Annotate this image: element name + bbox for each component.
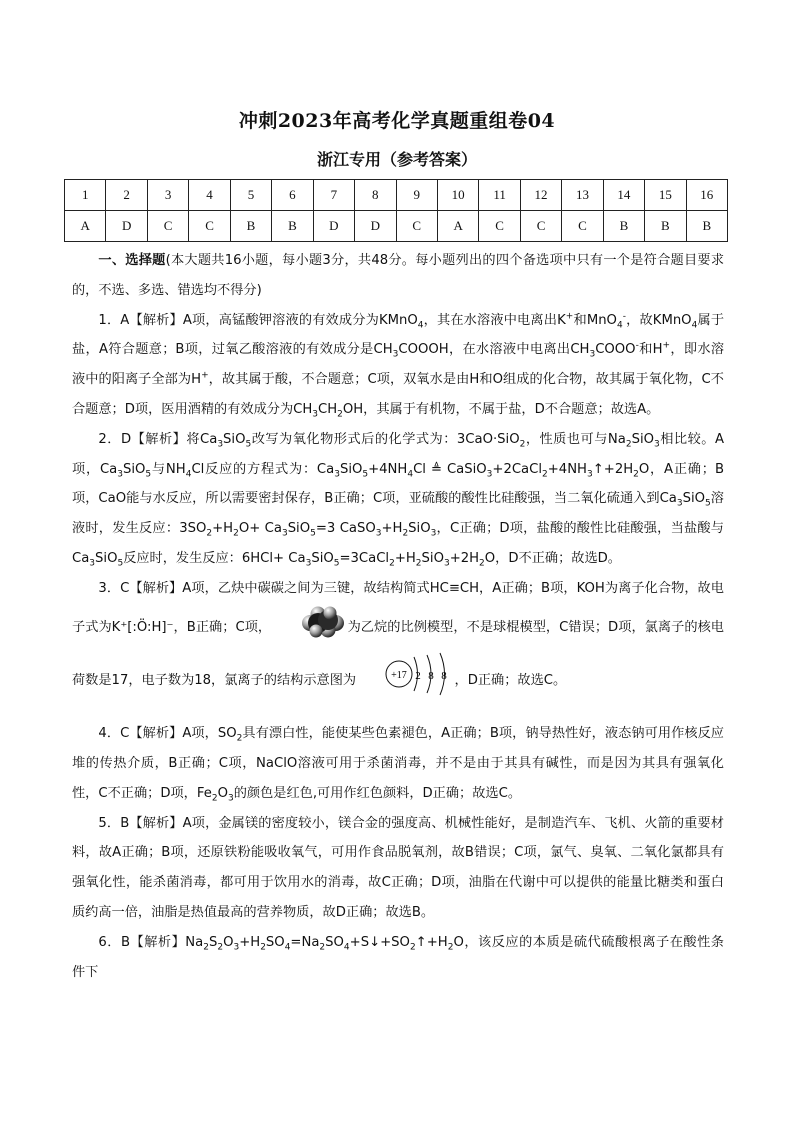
question-number: 2 [106,180,147,211]
electron-formula: K⁺[:Ö:H]⁻ [111,619,174,635]
question-number: 13 [562,180,603,211]
answer-cell: B [645,211,686,242]
question-number: 14 [603,180,644,211]
chloride-ion-structure-diagram [356,649,454,711]
answer-table [64,179,728,242]
answer-table-answer-row [65,211,728,242]
explanation-1: 1．A【解析】A项，高锰酸钾溶液的有效成分为KMnO$_4$，其在水溶液中电离出K+和MnO$_4$-，故KMnO$_4$属于盐，A符合题意；B项，过氧乙酸溶液的有效成分是$CH_3COOOH$，在水溶液中电离出$CH_3COOO^-$和H+，即水溶液中的阳离子全部为H+，故其属于酸，不合题意；C项，双氧水是由H和O组成的化合物，故其属于氧化物，C不合题意；D项，医用酒精的有效成分为$CH_3CH_2OH$，其属于有机物，不属于盐，D不合题意；故选A。 [72,311,725,420]
question-number: 6 [272,180,313,211]
nucleus-charge-label: +17 [390,670,407,682]
explanation-5: 5．B【解析】A项，金属镁的密度较小，镁合金的强度高、机械性能好，是制造汽车、飞机、火箭的重要材料，故A正确；B项，还原铁粉能吸收氧气，可用作食品脱氧剂，故B错误；C项，氯气、臭氧、二氧化氯都具有强氧化性，能杀菌消毒，都可用于饮用水的消毒，故C正确；D项，油脂在代谢中可以提供的能量比糖类和蛋白质约高一倍，油脂是热值最高的营养物质，故D正确；故选B。 [72,815,724,920]
answer-cell: C [189,211,230,242]
explanation-6: 6．B【解析】$Na_2S_2O_3+H_2SO_4=Na_2SO_4+S↓+SO_2↑+H_2O$，该反应的本质是硫代硫酸根离子在酸性条件下 [72,934,724,980]
shell-electron-count: 8 [427,670,434,683]
answer-cell: C [562,211,603,242]
answer-cell: B [272,211,313,242]
ethane-space-filling-model [271,604,347,650]
answer-cell: A [437,211,478,242]
answer-cell: D [313,211,354,242]
page-subtitle: 浙江专用（参考答案） [316,150,477,169]
question-number: 12 [520,180,561,211]
question-number: 10 [437,180,478,211]
question-number: 9 [396,180,437,211]
atomic-structure-icon [383,649,455,699]
answer-cell: B [230,211,271,242]
question-number: 11 [479,180,520,211]
explanation-3: 3．C【解析】A项，乙炔中碳碳之间为三键，故结构简式HC≡CH，A正确；B项，KOH为离子化合物，故电子式为K⁺[:Ö:H]⁻，B正确；C项， 为乙烷的比例模型，不是球棍模型，C错误；D项，氯离子的核电荷数是17，电子数为18，氯离子的结构示意图为 +17 2 8 8 ，D正确；故选C。 [72,574,724,711]
answer-cell: C [479,211,520,242]
answer-cell: C [396,211,437,242]
section-description: (本大题共16小题，每小题3分，共48分。每小题列出的四个备选项中只有一个是符合题目要求的，不选、多选、错选均不得分) [72,253,725,298]
shell-electron-count: 8 [440,670,447,683]
section-label: 一、选择题 [98,253,166,268]
question-number: 5 [230,180,271,211]
answer-table-number-row [65,180,728,211]
question-number: 16 [686,180,727,211]
answer-cell: D [355,211,396,242]
shell-electron-count: 2 [414,670,421,683]
question-number: 3 [147,180,188,211]
question-number: 15 [645,180,686,211]
explanation-2: 2．D【解析】将$Ca_3SiO_5$改写为氧化物形式后的化学式为：3CaO·SiO$_2$，性质也可与$Na_2SiO_3$相比较。A项，$Ca_3SiO_5$与$NH_4Cl$反应的方程式为：$Ca_3SiO_5+4NH_4Cl$ ≜ $CaSiO_3+2CaCl_2+4NH_3↑+2H_2O$，A正确；B项，CaO能与水反应，所以需要密封保存，B正确；C项，亚硫酸的酸性比硅酸强，当二氧化硫通入到$Ca_3SiO_5$溶液时，发生反应：$3SO_2+H_2O+ Ca_3SiO_5=3$ $CaSO_3+H_2SiO_3$，C正确；D项，盐酸的酸性比硅酸强，当盐酸与$Ca_3SiO_5$反应时，发生反应：$6HCl+ Ca_3SiO_5=3CaCl_2+H_2SiO_3+2H_2O$，D不正确；故选D。 [72,431,725,569]
question-number: 7 [313,180,354,211]
question-number: 1 [65,180,106,211]
paragraph-spacer [72,711,724,719]
answer-cell: D [106,211,147,242]
answer-cell: B [686,211,727,242]
answer-cell: C [147,211,188,242]
answer-explanations [72,246,724,987]
space-filling-model-icon [298,604,348,638]
answer-cell: A [65,211,106,242]
question-number: 4 [189,180,230,211]
page-title: 冲刺2023年高考化学真题重组卷04 [238,110,556,132]
section-intro [72,246,724,306]
answer-cell: C [520,211,561,242]
answer-cell: B [603,211,644,242]
explanation-4: 4．C【解析】A项，$SO_2$具有漂白性，能使某些色素褪色，A正确；B项，钠导热性好，液态钠可用作核反应堆的传热介质，B正确；C项，NaClO溶液可用于杀菌消毒，并不是由于其具有碱性，而是因为其具有强氧化性，C不正确；D项，$Fe_2O_3$的颜色是红色,可用作红色颜料，D正确；故选C。 [72,726,724,804]
question-number: 8 [355,180,396,211]
